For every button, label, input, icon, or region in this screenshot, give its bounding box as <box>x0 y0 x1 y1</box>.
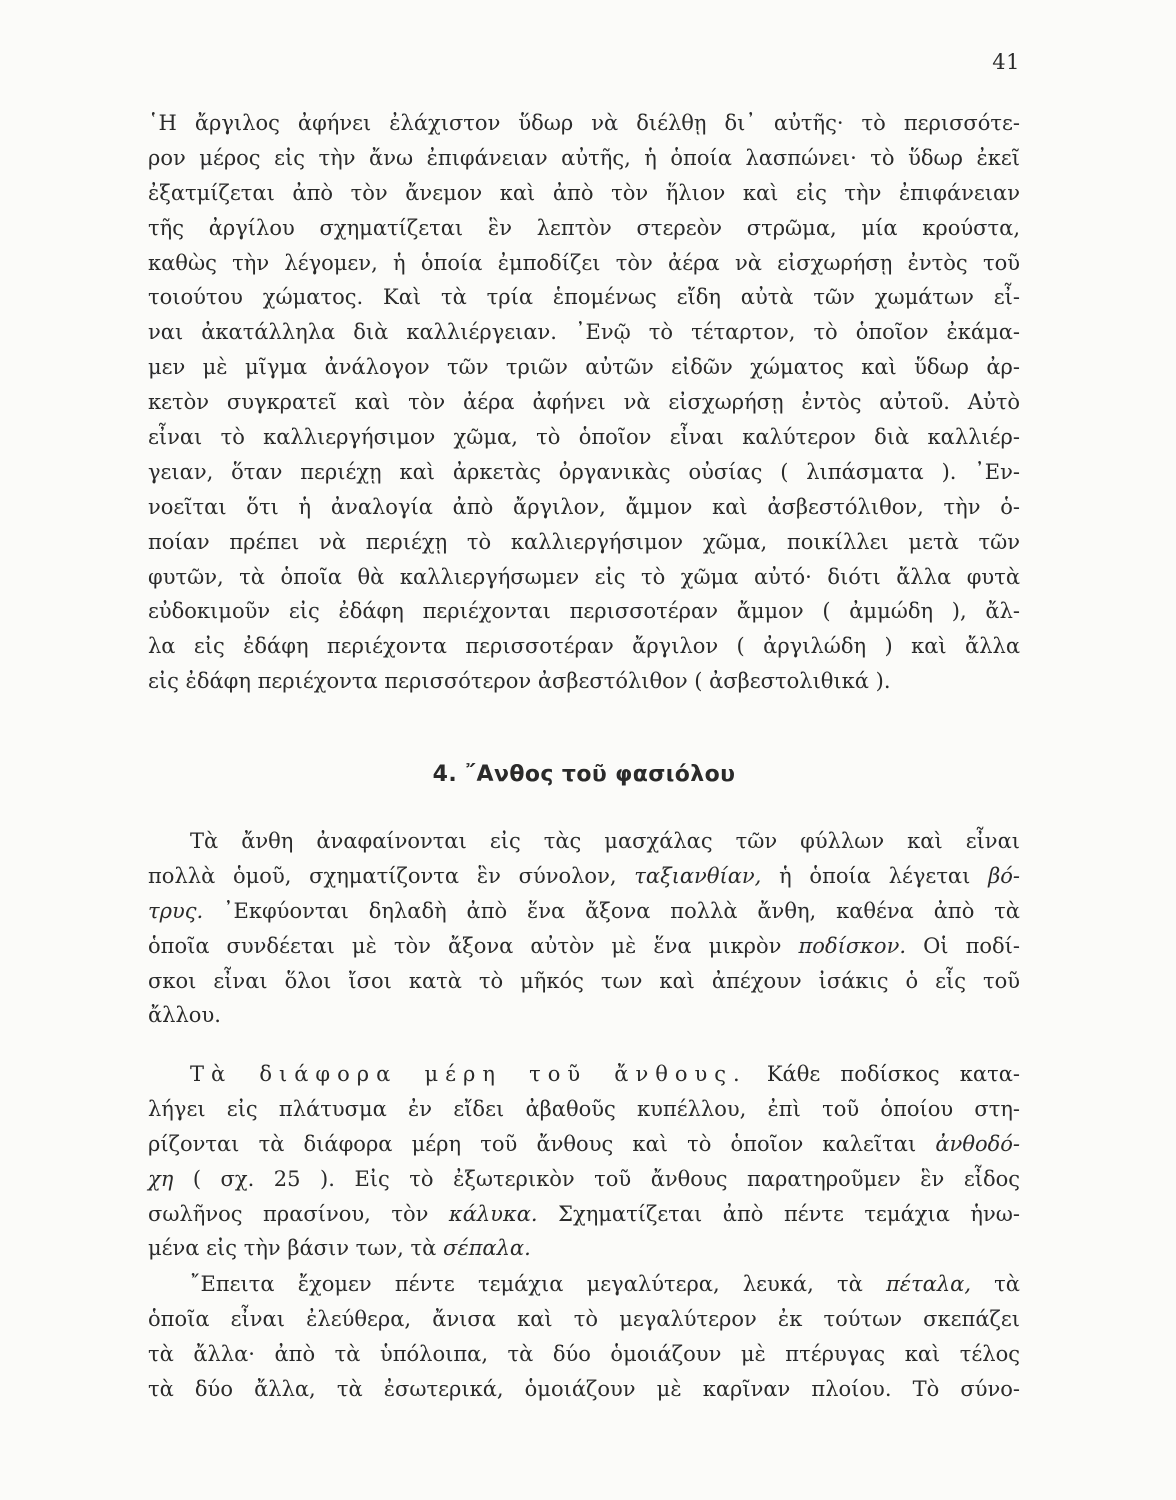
text-line: ὁποῖα εἶναι ἐλεύθερα, ἄνισα καὶ τὸ μεγαλύτερον ἐκ τούτων σκεπάζει <box>148 1306 1020 1331</box>
paragraph-soil <box>148 106 1020 699</box>
text-line: εἶναι τὸ καλλιεργήσιμον χῶμα, τὸ ὁποῖον εἶναι καλύτερον διὰ καλλιέρ- <box>148 425 1020 450</box>
text-line: ῾Η ἄργιλος ἀφήνει ἐλάχιστον ὕδωρ νὰ διέλθῃ δι᾽ αὐτῆς· τὸ περισσότε- <box>148 111 1020 135</box>
text-run: ρίζονται τὰ διάφορα μέρη τοῦ ἄνθους καὶ τὸ ὁποῖον καλεῖται <box>148 1131 936 1156</box>
text-line <box>148 894 1020 929</box>
text-run: Κάθε ποδίσκος κατα- <box>746 1062 1020 1086</box>
paragraph-petals <box>148 1267 1020 1407</box>
text-line <box>148 1197 1020 1232</box>
term-sepals: σέπαλα. <box>443 1236 531 1261</box>
text-line <box>148 1267 1020 1302</box>
text-line: Τὰ ἄνθη ἀναφαίνονται εἰς τὰς μασχάλας τῶν φύλλων καὶ εἶναι <box>190 829 1020 853</box>
text-line <box>148 1127 1020 1162</box>
text-line <box>148 859 1020 894</box>
term-raceme-end: τρυς. <box>148 898 204 923</box>
text-run: μένα εἰς τὴν βάσιν των, τὰ <box>148 1236 444 1261</box>
term-receptacle-end: χη <box>148 1166 174 1191</box>
text-line: λα εἰς ἐδάφη περιέχοντα περισσοτέραν ἄργιλον ( ἀργιλώδη ) καὶ ἄλλα <box>148 634 1020 659</box>
text-line: καθὼς τὴν λέγομεν, ἡ ὁποία ἐμποδίζει τὸν ἀέρα νὰ εἰσχωρήσῃ ἐντὸς τοῦ <box>148 250 1020 275</box>
text-line: νοεῖται ὅτι ἡ ἀναλογία ἀπὸ ἄργιλον, ἄμμον καὶ ἀσβεστόλιθον, τὴν ὁ- <box>148 494 1020 519</box>
text-line: ναι ἀκατάλληλα διὰ καλλιέργειαν. ᾿Ενῷ τὸ τέταρτον, τὸ ὁποῖον ἐκάμα- <box>148 320 1020 345</box>
text-line <box>148 929 1020 964</box>
term-petals: πέταλα, <box>885 1272 971 1296</box>
text-run: ἡ ὁποία λέγεται <box>761 863 989 888</box>
text-line: σκοι εἶναι ὅλοι ἴσοι κατὰ τὸ μῆκός των καὶ ἀπέχουν ἰσάκις ὁ εἷς τοῦ <box>148 968 1020 993</box>
text-run: σωλῆνος πρασίνου, τὸν <box>148 1201 449 1226</box>
text-run: ὁποῖα συνδέεται μὲ τὸν ἄξονα αὐτὸν μὲ ἕνα μικρὸν <box>148 933 799 958</box>
section-number: 4. <box>432 762 458 787</box>
text-line: τῆς ἀργίλου σχηματίζεται ἓν λεπτὸν στερεὸν στρῶμα, μία κρούστα, <box>148 215 1020 240</box>
term-calyx: κάλυκα. <box>448 1201 538 1226</box>
text-line: μεν μὲ μῖγμα ἀνάλογον τῶν τριῶν αὐτῶν εἰδῶν χώματος καὶ ὕδωρ ἀρ- <box>148 355 1020 380</box>
page-number: 41 <box>992 50 1020 74</box>
text-run: ᾿Εκφύονται δηλαδὴ ἀπὸ ἕνα ἄξονα πολλὰ ἄνθη, καθένα ἀπὸ τὰ <box>203 898 1020 923</box>
subheading-flower-parts: Τὰ διάφορα μέρη τοῦ ἄνθους. <box>190 1062 747 1086</box>
paragraph-flower-parts <box>148 1057 1020 1266</box>
text-line: φυτῶν, τὰ ὁποῖα θὰ καλλιεργήσωμεν εἰς τὸ χῶμα αὐτό· διότι ἄλλα φυτὰ <box>148 564 1020 589</box>
text-line: ἐξατμίζεται ἀπὸ τὸν ἄνεμον καὶ ἀπὸ τὸν ἥλιον καὶ εἰς τὴν ἐπιφάνειαν <box>148 180 1020 205</box>
section-title: ῎Ανθος τοῦ φασιόλου <box>465 762 736 787</box>
text-line: τοιούτου χώματος. Καὶ τὰ τρία ἑπομένως εἴδη αὐτὰ τῶν χωμάτων εἶ- <box>148 285 1020 310</box>
text-line: κετὸν συγκρατεῖ καὶ τὸν ἀέρα ἀφήνει νὰ εἰσχωρήσῃ ἐντὸς αὐτοῦ. Αὐτὸ <box>148 390 1020 415</box>
text-line: ρον μέρος εἰς τὴν ἄνω ἐπιφάνειαν αὐτῆς, ἡ ὁποία λασπώνει· τὸ ὕδωρ ἐκεῖ <box>148 145 1020 170</box>
text-run: πολλὰ ὁμοῦ, σχηματίζοντα ἓν σύνολον, <box>148 863 635 888</box>
text-line: εἰς ἐδάφη περιέχοντα περισσότερον ἀσβεστόλιθον ( ἀσβεστολιθικά ). <box>148 669 891 694</box>
text-line: ποίαν πρέπει νὰ περιέχῃ τὸ καλλιεργήσιμον χῶμα, ποικίλλει μετὰ τῶν <box>148 529 1020 554</box>
text-run: ( σχ. 25 ). Εἰς τὸ ἐξωτερικὸν τοῦ ἄνθους παρατηροῦμεν ἓν εἶδος <box>173 1166 1020 1191</box>
text-line <box>148 1162 1020 1197</box>
text-line: τὰ ἄλλα· ἀπὸ τὰ ὑπόλοιπα, τὰ δύο ὁμοιάζουν μὲ πτέρυγας καὶ τέλος <box>148 1341 1020 1366</box>
term-pedicel: ποδίσκον. <box>798 933 907 958</box>
text-line: λήγει εἰς πλάτυσμα ἐν εἴδει ἀβαθοῦς κυπέλλου, ἐπὶ τοῦ ὁποίου στη- <box>148 1096 1020 1121</box>
text-line: γειαν, ὅταν περιέχῃ καὶ ἀρκετὰς ὀργανικὰς οὐσίας ( λιπάσματα ). ᾿Εν- <box>148 459 1020 484</box>
text-line: τὰ δύο ἄλλα, τὰ ἐσωτερικά, ὁμοιάζουν μὲ καρῖναν πλοίου. Τὸ σύνο- <box>148 1376 1020 1401</box>
text-run: Σχηματίζεται ἀπὸ πέντε τεμάχια ἡνω- <box>537 1201 1021 1226</box>
text-line <box>148 1231 1020 1266</box>
text-line: ἄλλου. <box>148 1003 221 1028</box>
term-receptacle: ἀνθοδό- <box>935 1131 1020 1156</box>
text-run: ῎Επειτα ἔχομεν πέντε τεμάχια μεγαλύτερα, λευκά, τὰ <box>190 1272 886 1296</box>
term-inflorescence: ταξιανθίαν, <box>634 863 762 888</box>
text-run: Οἱ ποδί- <box>906 933 1021 958</box>
term-raceme: βό- <box>988 863 1020 888</box>
section-heading <box>148 755 1020 795</box>
text-line <box>148 1057 1020 1092</box>
text-run: τὰ <box>971 1272 1020 1296</box>
text-line: εὐδοκιμοῦν εἰς ἐδάφη περιέχονται περισσοτέραν ἄμμον ( ἀμμώδη ), ἄλ- <box>148 599 1020 624</box>
paragraph-flowers <box>148 824 1020 1033</box>
